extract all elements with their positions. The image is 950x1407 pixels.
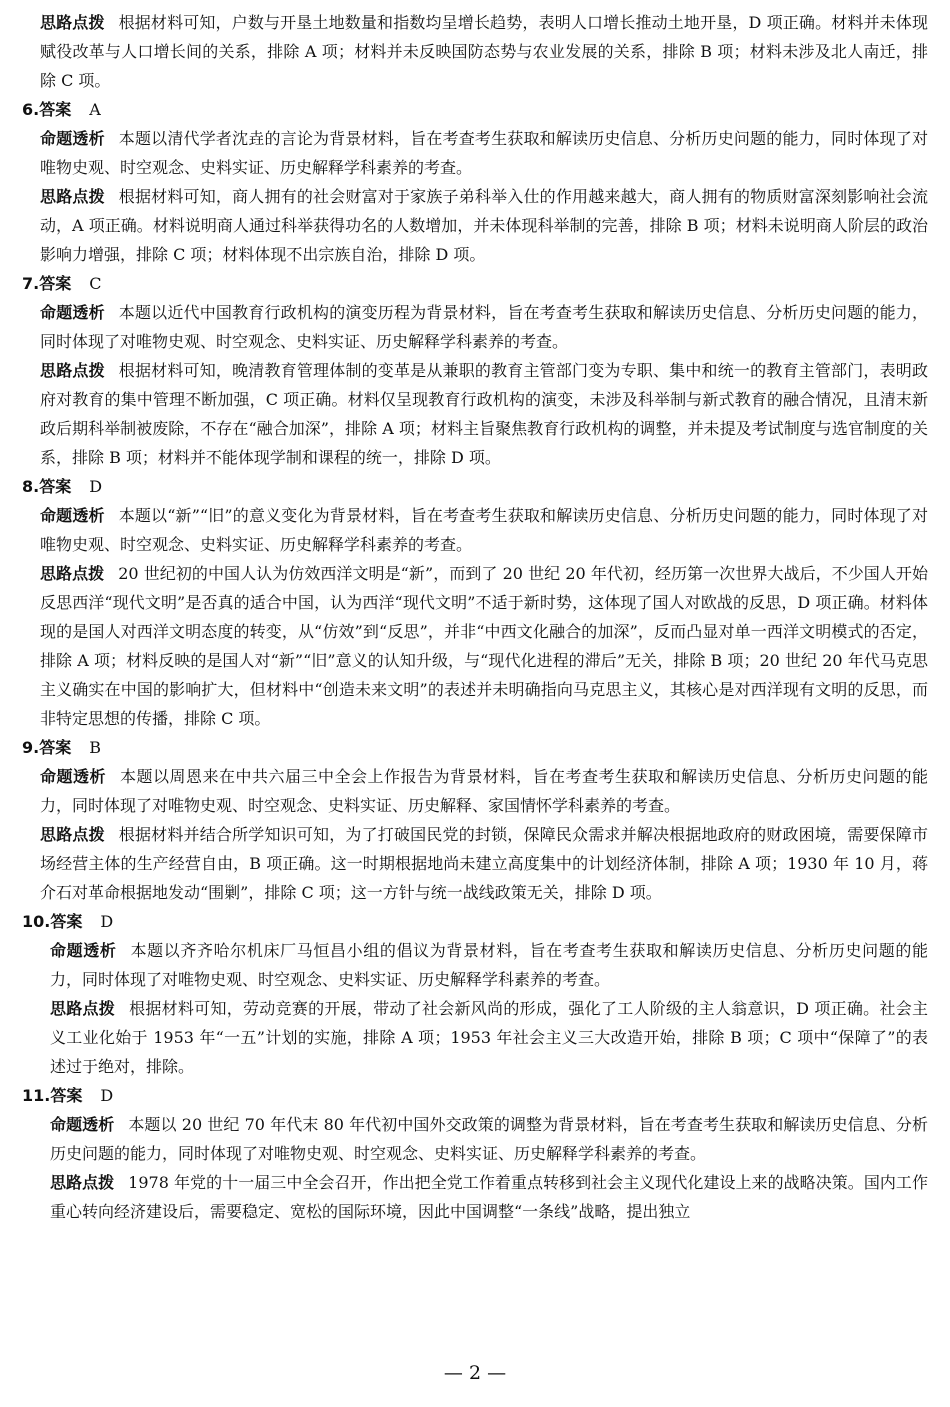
q10-number: 10.	[22, 912, 51, 931]
q6-answer: A	[89, 100, 101, 119]
q6-sl-text: 根据材料可知，商人拥有的社会财富对于家族子弟科举入仕的作用越来越大，商人拥有的物质财富深刻影响社会流动，A 项正确。材料说明商人通过科举获得功名的人数增加，并未体现科举制的完善，排除 B 项；材料未说明商人阶层的政治影响力增强，排除 C 项；材料体现不出宗族自治，排除 D 项。	[40, 187, 928, 264]
q7-tx-label: 命题透析	[40, 303, 105, 322]
q8-tx-text: 本题以“新”“旧”的意义变化为背景材料，旨在考查考生获取和解读历史信息、分析历史问题的能力，同时体现了对唯物史观、时空观念、史料实证、历史解释学科素养的考查。	[40, 506, 928, 554]
q6-sl-para	[0, 182, 950, 269]
q9-answer: B	[89, 738, 101, 757]
q6-sl-label: 思路点拨	[40, 187, 105, 206]
q11-header	[0, 1081, 950, 1110]
q7-answer-label: 答案	[39, 274, 72, 293]
q7-tx-para	[0, 298, 950, 356]
q9-tx-label: 命题透析	[40, 767, 106, 786]
q10-sl-para	[0, 994, 950, 1081]
q10-header	[0, 907, 950, 936]
q9-header	[0, 733, 950, 762]
q8-tx-label: 命题透析	[40, 506, 105, 525]
q5-sl-label: 思路点拨	[40, 13, 105, 32]
q8-sl-para	[0, 559, 950, 733]
q7-sl-label: 思路点拨	[40, 361, 105, 380]
q11-tx-text: 本题以 20 世纪 70 年代末 80 年代初中国外交政策的调整为背景材料，旨在考查考生获取和解读历史信息、分析历史问题的能力，同时体现了对唯物史观、时空观念、史料实证、历史解释学科素养的考查。	[50, 1115, 928, 1163]
q6-tx-text: 本题以清代学者沈垚的言论为背景材料，旨在考查考生获取和解读历史信息、分析历史问题的能力，同时体现了对唯物史观、时空观念、史料实证、历史解释学科素养的考查。	[40, 129, 928, 177]
q5-sl-para	[0, 8, 950, 95]
q7-tx-text: 本题以近代中国教育行政机构的演变历程为背景材料，旨在考查考生获取和解读历史信息、分析历史问题的能力，同时体现了对唯物史观、时空观念、史料实证、历史解释学科素养的考查。	[40, 303, 928, 351]
q11-number: 11.	[22, 1086, 51, 1105]
q9-answer-label: 答案	[39, 738, 72, 757]
q10-answer-label: 答案	[50, 912, 83, 931]
q8-sl-text: 20 世纪初的中国人认为仿效西洋文明是“新”，而到了 20 世纪 20 年代初，经历第一次世界大战后，不少国人开始反思西洋“现代文明”是否真的适合中国，认为西洋“现代文明”不适于新时势，这体现了国人对欧战的反思，D 项正确。材料体现的是国人对西洋文明态度的转变，从“仿效”到“反思”，并非“中西文化融合的加深”，反而凸显对单一西洋文明模式的否定，排除 A 项；材料反映的是国人对“新”“旧”意义的认知升级，与“现代化进程的滞后”无关，排除 B 项；20 世纪 20 年代马克思主义确实在中国的影响扩大，但材料中“创造未来文明”的表述并未明确指向马克思主义，其核心是对西洋现有文明的反思，而非特定思想的传播，排除 C 项。	[40, 564, 928, 728]
q7-sl-text: 根据材料可知，晚清教育管理体制的变革是从兼职的教育主管部门变为专职、集中和统一的教育主管部门，表明政府对教育的集中管理不断加强，C 项正确。材料仅呈现教育行政机构的演变，未涉及科举制与新式教育的融合情况，且清末新政后期科举制被废除，不存在“融合加深”，排除 A 项；材料主旨聚焦教育行政机构的调整，并未提及考试制度与选官制度的关系，排除 B 项；材料并不能体现学制和课程的统一，排除 D 项。	[40, 361, 928, 467]
q11-answer: D	[100, 1086, 114, 1105]
q7-sl-para	[0, 356, 950, 472]
q10-sl-label: 思路点拨	[50, 999, 116, 1018]
q9-sl-label: 思路点拨	[40, 825, 105, 844]
q6-tx-para	[0, 124, 950, 182]
q10-sl-text: 根据材料可知，劳动竞赛的开展，带动了社会新风尚的形成，强化了工人阶级的主人翁意识，D 项正确。社会主义工业化始于 1953 年“一五”计划的实施，排除 A 项；1953 年社会主义三大改造开始，排除 B 项；C 项中“保障了”的表述过于绝对，排除。	[50, 999, 928, 1076]
answer-page	[0, 8, 950, 1226]
q8-number: 8.	[22, 477, 40, 496]
q6-header	[0, 95, 950, 124]
q11-sl-label: 思路点拨	[50, 1173, 115, 1192]
q6-tx-label: 命题透析	[40, 129, 105, 148]
q7-answer: C	[89, 274, 102, 293]
q9-number: 9.	[22, 738, 40, 757]
q10-answer: D	[100, 912, 114, 931]
q8-header	[0, 472, 950, 501]
q11-tx-label: 命题透析	[50, 1115, 115, 1134]
q8-tx-para	[0, 501, 950, 559]
q7-number: 7.	[22, 274, 40, 293]
q10-tx-label: 命题透析	[50, 941, 117, 960]
q9-tx-para	[0, 762, 950, 820]
q6-answer-label: 答案	[39, 100, 72, 119]
q10-tx-text: 本题以齐齐哈尔机床厂马恒昌小组的倡议为背景材料，旨在考查考生获取和解读历史信息、分析历史问题的能力，同时体现了对唯物史观、时空观念、史料实证、历史解释学科素养的考查。	[50, 941, 928, 989]
q7-header	[0, 269, 950, 298]
q11-sl-para	[0, 1168, 950, 1226]
page-number: — 2 —	[443, 1362, 507, 1384]
q8-answer-label: 答案	[39, 477, 72, 496]
q9-sl-text: 根据材料并结合所学知识可知，为了打破国民党的封锁，保障民众需求并解决根据地政府的财政困境，需要保障市场经营主体的生产经营自由，B 项正确。这一时期根据地尚未建立高度集中的计划经济体制，排除 A 项；1930 年 10 月，蒋介石对革命根据地发动“围剿”，排除 C 项；这一方针与统一战线政策无关，排除 D 项。	[40, 825, 928, 902]
q8-answer: D	[89, 477, 103, 496]
q11-sl-text: 1978 年党的十一届三中全会召开，作出把全党工作着重点转移到社会主义现代化建设上来的战略决策。国内工作重心转向经济建设后，需要稳定、宽松的国际环境，因此中国调整“一条线”战略，提出独立	[50, 1173, 928, 1221]
q5-sl-text: 根据材料可知，户数与开垦土地数量和指数均呈增长趋势，表明人口增长推动土地开垦，D 项正确。材料并未体现赋役改革与人口增长间的关系，排除 A 项；材料并未反映国防态势与农业发展的关系，排除 B 项；材料未涉及北人南迁，排除 C 项。	[40, 13, 928, 90]
q10-tx-para	[0, 936, 950, 994]
q9-sl-para	[0, 820, 950, 907]
q9-tx-text: 本题以周恩来在中共六届三中全会上作报告为背景材料，旨在考查考生获取和解读历史信息、分析历史问题的能力，同时体现了对唯物史观、时空观念、史料实证、历史解释、家国情怀学科素养的考查。	[40, 767, 928, 815]
q6-number: 6.	[22, 100, 40, 119]
q11-tx-para	[0, 1110, 950, 1168]
q11-answer-label: 答案	[50, 1086, 83, 1105]
q8-sl-label: 思路点拨	[40, 564, 105, 583]
